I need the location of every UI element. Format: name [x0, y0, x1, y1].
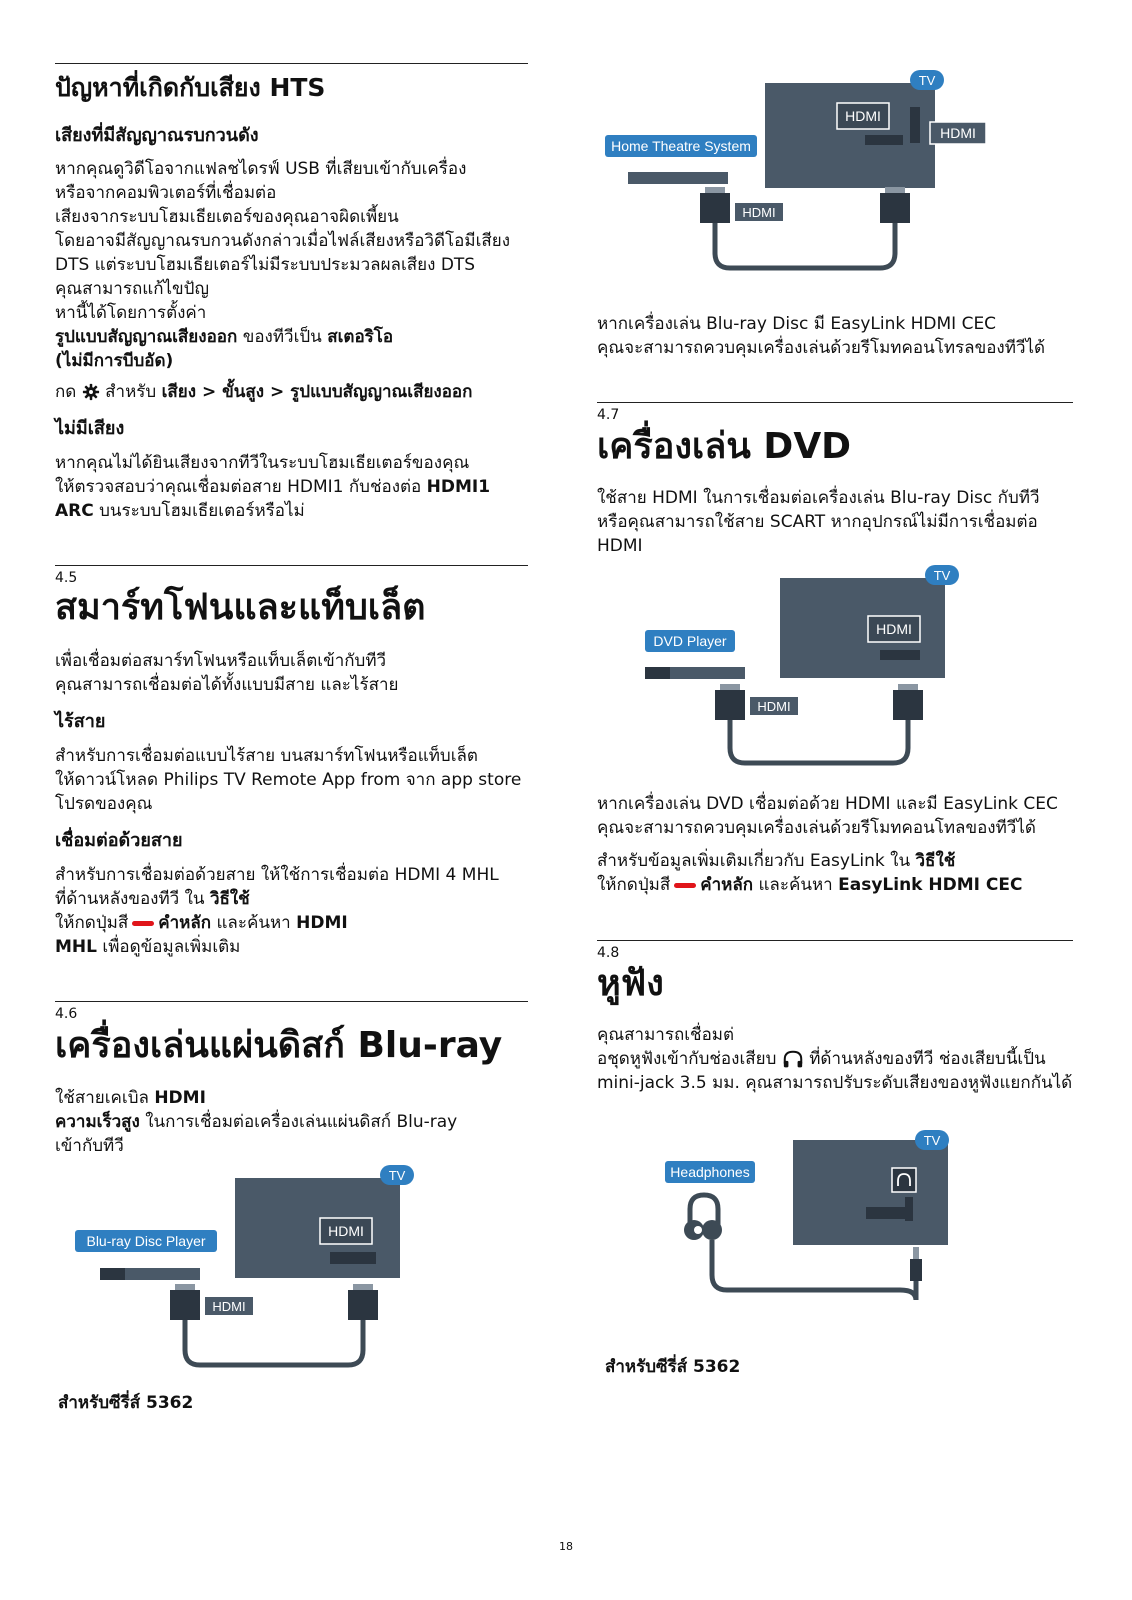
- hdmi-plug: [700, 193, 730, 223]
- text-line: คุณสามารถเชื่อมต่: [597, 1025, 735, 1045]
- headphones-paragraph: [597, 1023, 1087, 1095]
- smart-intro: [55, 649, 535, 697]
- hdmi-plug-label: HDMI: [212, 1299, 246, 1314]
- text-line: HDMI: [597, 536, 643, 556]
- section-number: 4.6: [55, 1006, 78, 1022]
- text-fragment: ให้ตรวจสอบว่าคุณเชื่อมต่อสาย HDMI1 กับช่องต่อ: [55, 477, 427, 497]
- text-line: คุณสามารถเชื่อมต่อได้ทั้งแบบมีสาย และไร้สาย: [55, 675, 399, 695]
- red-color-key-icon: [132, 921, 154, 926]
- search-term: EasyLink HDMI CEC: [838, 875, 1023, 895]
- hdmi-side-label: HDMI: [940, 125, 976, 141]
- plug-top: [175, 1284, 195, 1290]
- section-divider: [597, 940, 1073, 941]
- search-term: HDMI: [296, 913, 348, 933]
- cup-detail: [694, 1226, 702, 1234]
- text-line: คุณสามารถแก้ไขปัญ: [55, 279, 209, 299]
- section-title: สมาร์ทโฟนและแท็บเล็ต: [55, 587, 426, 628]
- port-name: ARC: [55, 501, 94, 521]
- keyword-text: คำหลัก: [158, 913, 212, 933]
- text-line: คุณจะสามารถควบคุมเครื่องเล่นด้วยรีโมทคอนโทรลของทีวีได้: [597, 338, 1046, 358]
- hdmi-port: [880, 650, 920, 660]
- text-line: โดยอาจมีสัญญาณรบกวนดังกล่าวเมื่อไฟล์เสียงหรือวิดีโอมีเสียง: [55, 231, 511, 251]
- text-line: [55, 499, 535, 523]
- help-link-text: วิธีใช้: [209, 889, 250, 909]
- section-title: เครื่องเล่นแผ่นดิสก์ Blu-ray: [55, 1025, 503, 1066]
- text-line: [597, 873, 1087, 897]
- hts-easylink-paragraph: [597, 312, 1087, 360]
- dvd-easylink-paragraph: [597, 792, 1087, 840]
- text-fragment: ที่ด้านหลังของทีวี ใน: [55, 889, 210, 909]
- hdmi-port: [330, 1252, 376, 1264]
- no-sound-paragraph: [55, 451, 535, 523]
- wired-paragraph: [55, 863, 535, 959]
- bluray-paragraph: [55, 1086, 535, 1158]
- text-line: สำหรับการเชื่อมต่อด้วยสาย ให้ใช้การเชื่อมต่อ HDMI 4 MHL: [55, 865, 499, 885]
- section-divider: [597, 402, 1073, 403]
- tv-label: TV: [388, 1168, 406, 1183]
- settings-gear-icon: [82, 383, 100, 401]
- hdmi-plug: [715, 690, 745, 720]
- hdmi-tv-label: HDMI: [845, 108, 881, 124]
- red-color-key-icon: [674, 883, 696, 888]
- section-number: 4.8: [597, 945, 620, 961]
- help-link-text: วิธีใช้: [915, 851, 956, 871]
- tv-screen: [765, 83, 935, 188]
- text-fragment: และค้นหา: [211, 913, 297, 933]
- hdmi-plug-label: HDMI: [757, 699, 791, 714]
- noise-paragraph: [55, 157, 535, 373]
- setting-name: รูปแบบสัญญาณเสียงออก: [55, 327, 238, 347]
- text-line: หรือคุณสามารถใช้สาย SCART หากอุปกรณ์ไม่มีการเชื่อมต่อ: [597, 512, 1038, 532]
- setting-value-note: (ไม่มีการบีบอัด): [55, 351, 174, 371]
- text-fragment: สำหรับข้อมูลเพิ่มเติมเกี่ยวกับ EasyLink ใน: [597, 851, 916, 871]
- section-divider: [55, 1001, 528, 1002]
- text-line: [597, 1047, 1087, 1071]
- text-fragment: ที่ด้านหลังของทีวี ช่องเสียบนี้เป็น: [809, 1049, 1046, 1069]
- side-port: [910, 107, 920, 143]
- hdmi-tv-label: HDMI: [328, 1223, 364, 1239]
- text-line: [55, 911, 535, 935]
- jack-plug: [910, 1259, 922, 1281]
- text-line: หากเครื่องเล่น DVD เชื่อมต่อด้วย HDMI และมี EasyLink CEC: [597, 794, 1058, 814]
- tv-label: TV: [918, 73, 936, 88]
- hdmi-cable: [730, 720, 908, 763]
- no-sound-heading: ไม่มีเสียง: [55, 418, 125, 439]
- hdmi-plug: [170, 1290, 200, 1320]
- text-line: หากคุณดูวิดีโอจากแฟลชไดรฟ์ USB ที่เสียบเข้ากับเครื่อง: [55, 159, 467, 179]
- noise-heading: เสียงที่มีสัญญาณรบกวนดัง: [55, 125, 259, 146]
- text-line: หานี้ได้โดยการตั้งค่า: [55, 303, 207, 323]
- text-line: [597, 849, 1087, 873]
- hdmi-tv-label: HDMI: [876, 621, 912, 637]
- headphones-right-cup: [702, 1220, 722, 1240]
- hdmi-cable: [715, 223, 895, 268]
- text-line: คุณจะสามารถควบคุมเครื่องเล่นด้วยรีโมทคอนโทลของทีวีได้: [597, 818, 1036, 838]
- hdmi-plug: [880, 193, 910, 223]
- section-title: เครื่องเล่น DVD: [597, 426, 852, 467]
- text-line: ให้ดาวน์โหลด Philips TV Remote App from จาก app store: [55, 770, 522, 790]
- series-note: สำหรับซีรี่ส์ 5362: [58, 1393, 194, 1413]
- tv-port-panel: [866, 1207, 910, 1219]
- text-fragment: และค้นหา: [753, 875, 839, 895]
- wired-heading: เชื่อมต่อด้วยสาย: [55, 830, 183, 851]
- hdmi-plug: [348, 1290, 378, 1320]
- text-line: หรือจากคอมพิวเตอร์ที่เชื่อมต่อ: [55, 183, 277, 203]
- headphones-icon: [782, 1049, 804, 1069]
- dvd-connection-diagram: [600, 560, 980, 775]
- headphone-cable: [712, 1240, 916, 1300]
- text-line: ใช้สาย HDMI ในการเชื่อมต่อเครื่องเล่น Blu-ray Disc กับทีวี: [597, 488, 1040, 508]
- port-name: HDMI1: [426, 477, 491, 497]
- section-number: 4.5: [55, 570, 78, 586]
- keyword-text: คำหลัก: [700, 875, 754, 895]
- tv-port-edge: [905, 1197, 913, 1221]
- plug-top: [898, 684, 918, 690]
- device-label: Home Theatre System: [611, 138, 751, 154]
- wireless-paragraph: [55, 744, 535, 816]
- page-number: 18: [559, 1540, 573, 1553]
- headphone-port-box: [892, 1168, 916, 1192]
- text-line: [55, 475, 535, 499]
- plug-top: [353, 1284, 373, 1290]
- hts-problems-title: ปัญหาที่เกิดกับเสียง HTS: [55, 73, 326, 102]
- series-note: สำหรับซีรี่ส์ 5362: [605, 1357, 741, 1377]
- press-text: กด: [55, 382, 77, 402]
- device-label: Blu-ray Disc Player: [86, 1233, 206, 1249]
- text-line: เข้ากับทีวี: [55, 1136, 124, 1156]
- headphones-connection-diagram: [660, 1125, 980, 1330]
- text-line: เสียงจากระบบโฮมเธียเตอร์ของคุณอาจผิดเพี้ยน: [55, 207, 399, 227]
- hts-unit: [628, 172, 728, 184]
- text-line: โปรดของคุณ: [55, 794, 153, 814]
- text-fragment: อชุดหูฟังเข้ากับช่องเสียบ: [597, 1049, 777, 1069]
- text-line: mini-jack 3.5 มม. คุณสามารถปรับระดับเสียงของหูฟังแยกกันได้: [597, 1073, 1073, 1093]
- search-term: MHL: [55, 937, 97, 957]
- bluray-connection-diagram: [55, 1160, 435, 1375]
- plug-top: [720, 684, 740, 690]
- section-title: หูฟัง: [597, 963, 664, 1004]
- player-edge: [645, 667, 670, 679]
- tv-label: TV: [923, 1133, 941, 1148]
- hdmi-cable: [185, 1320, 363, 1365]
- for-text: สำหรับ: [105, 382, 157, 402]
- plug-top: [705, 187, 725, 193]
- text-fragment: ของทีวีเป็น: [237, 327, 328, 347]
- text-line: DTS แต่ระบบโฮมเธียเตอร์ไม่มีระบบประมวลผลเสียง DTS: [55, 255, 476, 275]
- section-number: 4.7: [597, 407, 620, 423]
- jack-tip: [913, 1247, 919, 1259]
- text-line: เพื่อเชื่อมต่อสมาร์ทโฟนหรือแท็บเล็ตเข้ากับทีวี: [55, 651, 387, 671]
- text-line: [55, 1110, 535, 1134]
- text-line: สำหรับการเชื่อมต่อแบบไร้สาย บนสมาร์ทโฟนหรือแท็บเล็ต: [55, 746, 478, 766]
- text-fragment: เพื่อดูข้อมูลเพิ่มเติม: [96, 937, 241, 957]
- text-fragment: ให้กดปุ่มสี: [55, 913, 129, 933]
- menu-path: เสียง > ขั้นสูง > รูปแบบสัญญาณเสียงออก: [161, 382, 473, 402]
- text-line: [55, 887, 535, 911]
- device-label: DVD Player: [653, 633, 727, 649]
- text-fragment: บนระบบโฮมเธียเตอร์หรือไม่: [93, 501, 305, 521]
- player-edge: [100, 1268, 125, 1280]
- cable-type: ความเร็วสูง: [55, 1112, 140, 1132]
- text-fragment: ใช้สายเคเบิล: [55, 1088, 155, 1108]
- dvd-intro: [597, 486, 1087, 558]
- cable-type: HDMI: [154, 1088, 206, 1108]
- hdmi-port: [865, 135, 903, 145]
- text-line: [55, 325, 535, 349]
- text-line: หากเครื่องเล่น Blu-ray Disc มี EasyLink HDMI CEC: [597, 314, 997, 334]
- wireless-heading: ไร้สาย: [55, 711, 106, 732]
- text-line: [55, 1086, 535, 1110]
- settings-path-line: [55, 380, 545, 404]
- hts-connection-diagram: [585, 65, 1005, 280]
- section-divider: [55, 63, 528, 64]
- tv-label: TV: [933, 568, 951, 583]
- section-divider: [55, 565, 528, 566]
- text-fragment: ให้กดปุ่มสี: [597, 875, 671, 895]
- dvd-more-info-paragraph: [597, 849, 1087, 897]
- device-label: Headphones: [670, 1164, 750, 1180]
- hdmi-plug-label: HDMI: [742, 205, 776, 220]
- tv-screen: [793, 1140, 948, 1245]
- plug-top: [885, 187, 905, 193]
- text-fragment: ในการเชื่อมต่อเครื่องเล่นแผ่นดิสก์ Blu-ray: [139, 1112, 458, 1132]
- hdmi-plug: [893, 690, 923, 720]
- text-line: หากคุณไม่ได้ยินเสียงจากทีวีในระบบโฮมเธียเตอร์ของคุณ: [55, 453, 470, 473]
- text-line: [55, 935, 535, 959]
- setting-value: สเตอริโอ: [327, 327, 394, 347]
